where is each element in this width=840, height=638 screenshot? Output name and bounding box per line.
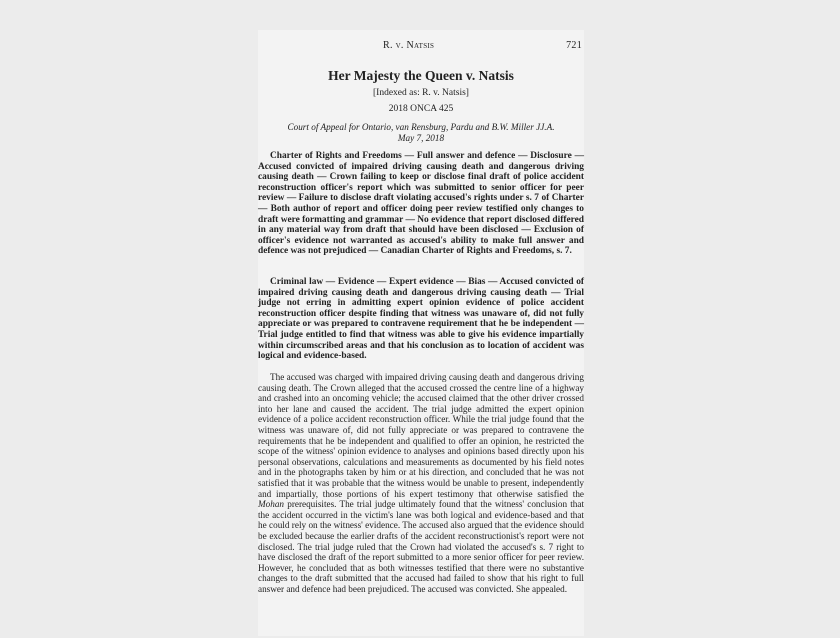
summary-part-2: prerequisites. The trial judge ultimately found that the witness' conclusion that the accident occurred in the victim's lane was both logical and evidence-based and that he could rely on the witness' evidence. The accused also argued that the evidence should be excluded because the earlier drafts of the accident reconstructionist's report were not disclosed. The trial judge ruled that the Crown had violated the accused's s. 7 right to have disclosed the draft of the report submitted to a more senior officer for peer review. However, he concluded that as both witnesses testified that there were no substantive changes to the draft submitted that the accused had failed to show that his right to full answer and defence had been prejudiced. The accused was convicted. She appealed.: [258, 499, 585, 594]
case-title: Her Majesty the Queen v. Natsis: [328, 68, 514, 83]
summary-mohan: Mohan: [258, 499, 285, 510]
summary-part-1: The accused was charged with impaired driving causing death and dangerous driving causing death. The Crown alleged that the accused crossed the centre line of a highway and crashed into an oncoming vehicle; the accused claimed that the other driver crossed into her lane and caused the accident. The trial judge admitted the expert opinion evidence of a police accident reconstruction officer. While the trial judge found that the witness was unaware of, did not fully appreciate or was prepared to contravene the requirements that he be independent and qualified to offer an opinion, he restricted the scope of the witness' opinion evidence to analyses and opinions based directly upon his personal observations, calculations and measurements as documented by his field notes and in the photographs taken by him or at his direction, and concluded that he was not satisfied that it was probable that the witness would be unable to present, independently and impartially, those portions of his expert testimony that otherwise satisfied the: [258, 372, 584, 499]
headnote-evidence: Criminal law — Evidence — Expert evidence — Bias — Accused convicted of impaired driving causing death and dangerous driving causing death — Trial judge not erring in admitting expert opinion evidence of police accident reconstruction officer despite finding that witness was unaware of, did not fully appreciate or was prepared to contravene requirement that he be independent — Trial judge entitled to find that witness was able to give his evidence impartially within circumscribed areas and that his conclusion as to location of accident was logical and evidence-based.: [258, 277, 584, 362]
indexed-as: [Indexed as: R. v. Natsis]: [373, 88, 469, 98]
case-summary: [258, 372, 584, 594]
decision-date: May 7, 2018: [397, 133, 445, 143]
headnote-charter: Charter of Rights and Freedoms — Full answer and defence — Disclosure — Accused convicted of impaired driving causing death and dangerous driving causing death — Crown failing to keep or disclose final draft of police accident reconstruction officer's report which was submitted to senior officer for peer review — Failure to disclose draft violating accused's rights under s. 7 of Charter — Both author of report and officer doing peer review testified only changes to draft were formatting and grammar — No evidence that report disclosed differed in any material way from draft that should have been disclosed — Exclusion of officer's evidence not warranted as accused's ability to make full answer and defence was not prejudiced — Canadian Charter of Rights and Freedoms, s. 7.: [258, 151, 584, 257]
running-head-title: R. v. Natsis: [383, 40, 435, 51]
page-number: 721: [566, 40, 582, 51]
court-panel: Court of Appeal for Ontario, van Rensburg, Pardu and B.W. Miller JJ.A.: [287, 122, 555, 132]
document-page: [258, 30, 584, 636]
court-and-date: [258, 122, 584, 144]
neutral-citation: 2018 ONCA 425: [388, 104, 454, 114]
